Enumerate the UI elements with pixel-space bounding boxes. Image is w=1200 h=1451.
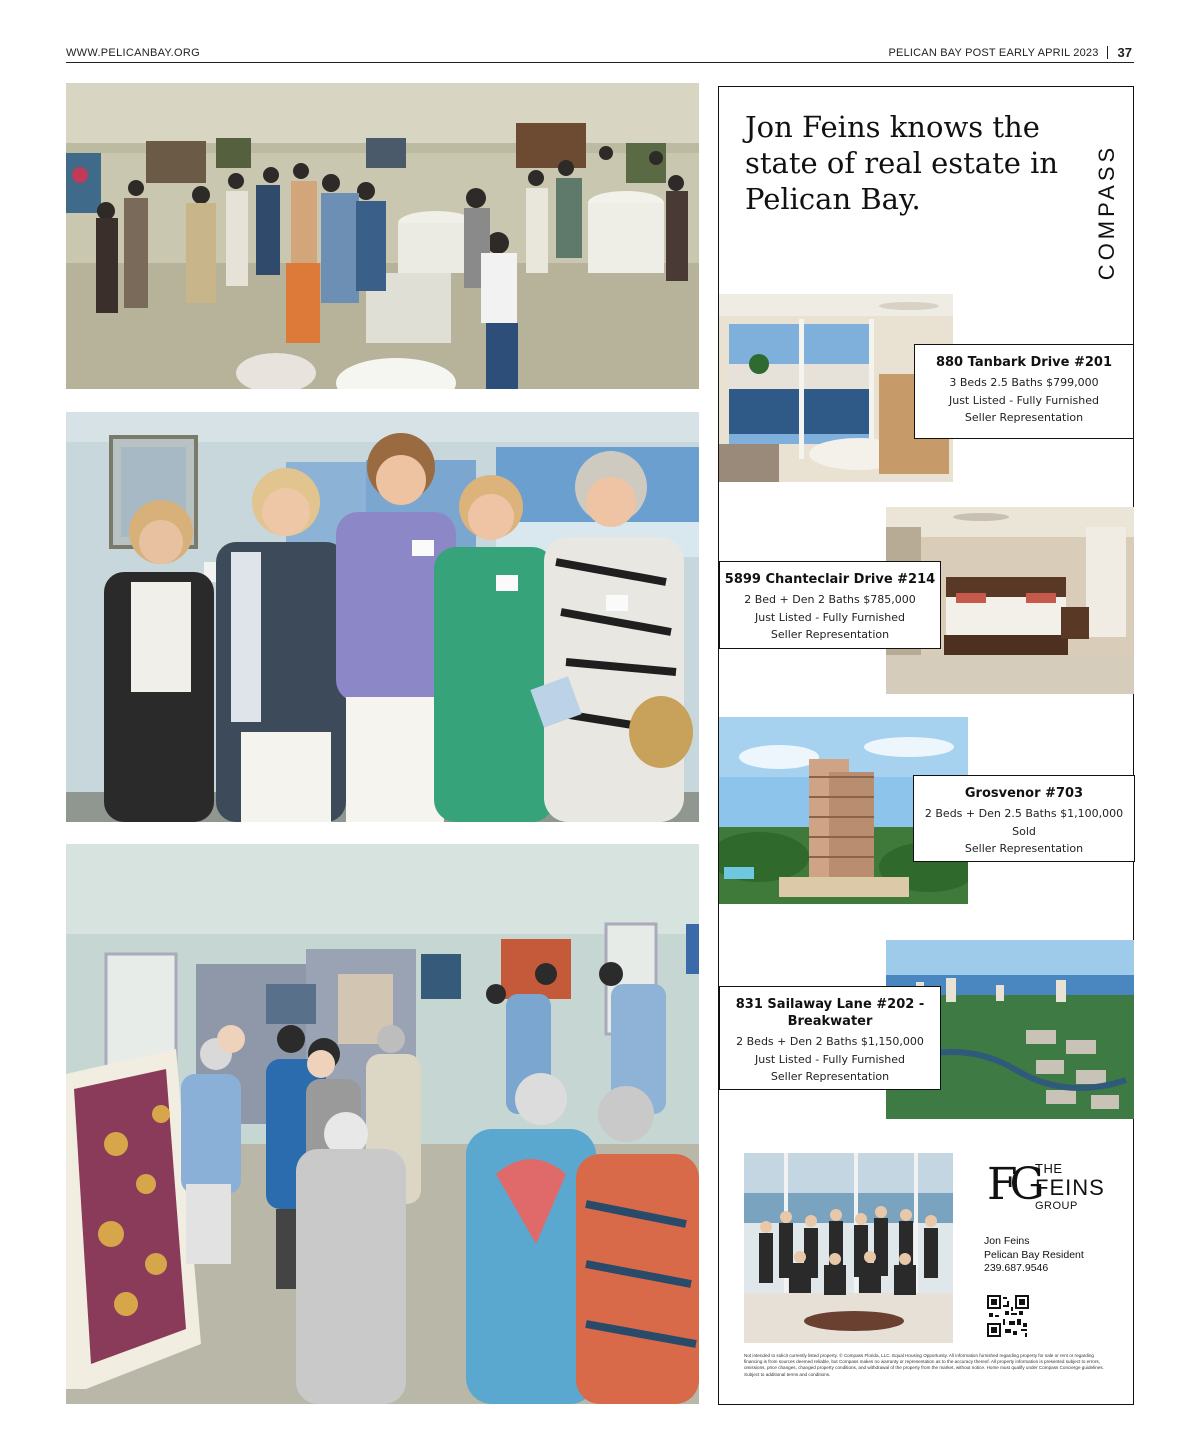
listing-representation: Seller Representation	[770, 628, 890, 641]
contact-info	[984, 1235, 1084, 1276]
listing-details: 2 Bed + Den 2 Baths $785,000	[744, 593, 916, 606]
listing-representation: Seller Representation	[964, 842, 1084, 855]
listing-card-sailaway	[719, 986, 941, 1090]
header-divider	[1107, 46, 1108, 59]
listing-details: 2 Beds + Den 2 Baths $1,150,000	[736, 1035, 924, 1048]
contact-phone[interactable]: 239.687.9546	[984, 1262, 1049, 1274]
compass-advertisement	[718, 86, 1134, 1405]
listing-details: 3 Beds 2.5 Baths $799,000	[949, 376, 1099, 389]
contact-name: Jon Feins	[984, 1235, 1030, 1247]
listing-status: Just Listed - Fully Furnished	[754, 610, 906, 624]
ad-headline: Jon Feins knows the state of real estate in Pelican Bay.	[745, 110, 1059, 216]
feins-logo-the: THE	[1035, 1161, 1063, 1176]
listing-status: Sold	[1012, 824, 1036, 838]
feins-group-monogram: FG	[987, 1159, 1037, 1210]
listing-address: 880 Tanbark Drive #201	[935, 355, 1113, 370]
site-url[interactable]: WWW.PELICANBAY.ORG	[66, 47, 200, 59]
listing-address: 831 Sailaway Lane #202 - Breakwater	[735, 997, 925, 1029]
listing-card-chanteclair	[719, 561, 941, 649]
publication-name: PELICAN BAY POST EARLY APRIL 2023	[888, 46, 1099, 59]
publication-header	[889, 45, 1132, 60]
feins-logo-group: GROUP	[1035, 1200, 1078, 1212]
photo-five-women	[66, 412, 699, 822]
listing-card-grosvenor	[913, 775, 1135, 862]
listing-status: Just Listed - Fully Furnished	[754, 1052, 906, 1066]
listing-address: 5899 Chanteclair Drive #214	[724, 572, 936, 587]
listing-address: Grosvenor #703	[964, 786, 1084, 801]
listing-status: Just Listed - Fully Furnished	[948, 393, 1100, 407]
contact-title: Pelican Bay Resident	[984, 1248, 1084, 1261]
header-rule	[66, 62, 1134, 63]
feins-group-team-photo	[744, 1153, 953, 1343]
listing-representation: Seller Representation	[770, 1070, 890, 1083]
feins-logo-name: FEINS	[1035, 1175, 1105, 1200]
photo-gallery-crowd	[66, 83, 699, 389]
legal-disclaimer: Not intended to solicit currently listed property. © Compass Florida, LLC. Equal Housing Opportunity. All information furnished regarding property for sale or rent or regarding financing is from sources deemed reliable, but Compass makes no warranty or representation as to the accuracy thereof. All property information is presented subject to errors, omissions, price changes, changed property conditions, and withdrawal of the property from the market, without notice. Home must qualify under Compass Concierge guidelines. Subject to additional terms and conditions.	[744, 1353, 1104, 1377]
qr-code[interactable]	[987, 1295, 1029, 1337]
feins-group-logo	[987, 1159, 1117, 1219]
page-number: 37	[1117, 45, 1132, 60]
compass-logo-text: COMPASS	[1094, 143, 1119, 281]
listing-details: 2 Beds + Den 2.5 Baths $1,100,000	[924, 807, 1124, 820]
photo-gallery-attendees	[66, 844, 699, 1404]
listing-representation: Seller Representation	[964, 411, 1084, 424]
compass-logo	[1087, 142, 1127, 282]
listing-card-tanbark	[914, 344, 1134, 439]
